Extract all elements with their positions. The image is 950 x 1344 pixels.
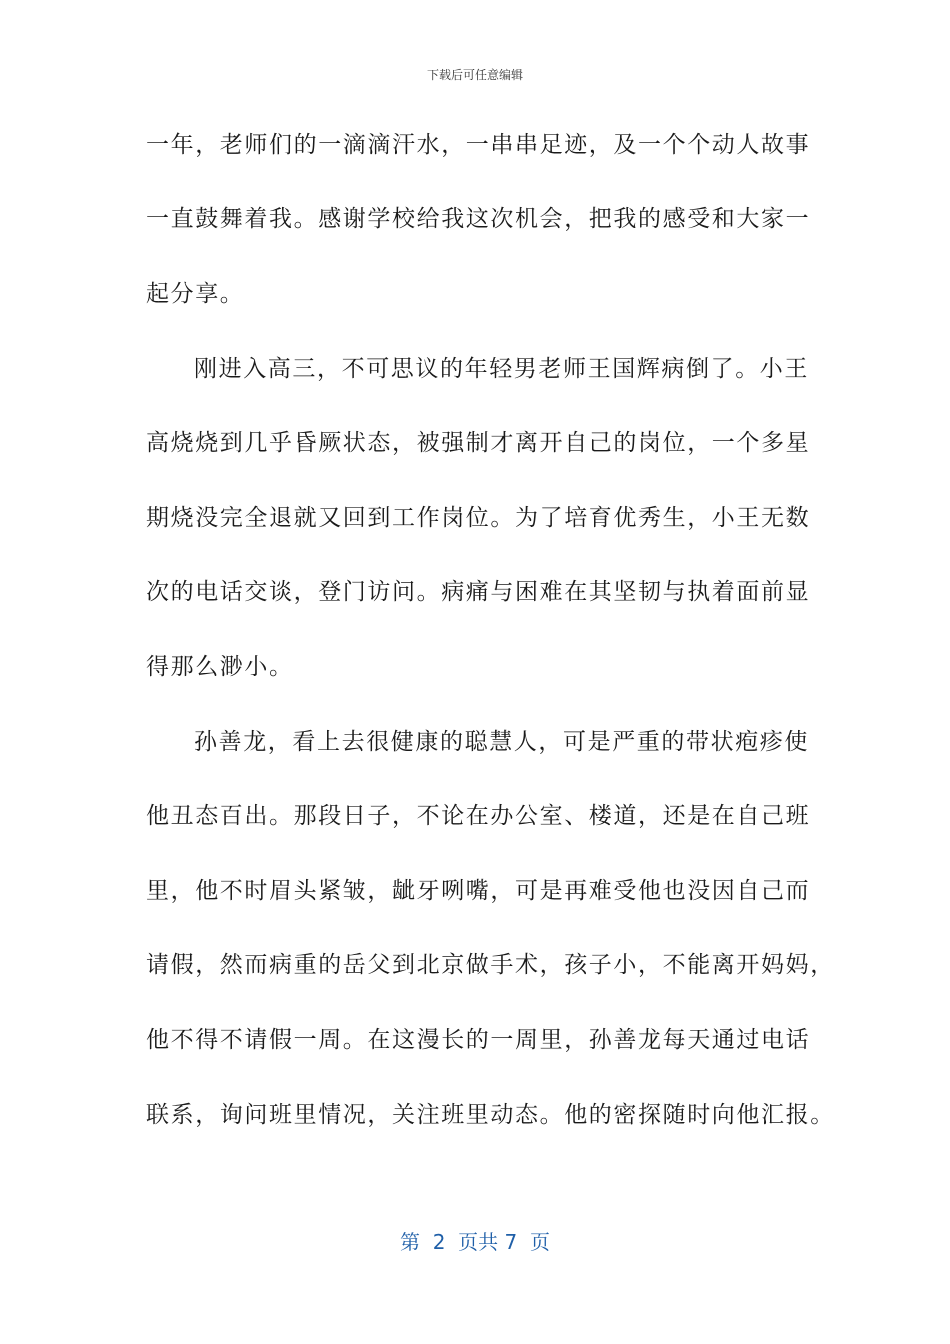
text-line: 里，他不时眉头紧皱，龇牙咧嘴，可是再难受他也没因自己而 — [146, 878, 811, 904]
text-line: 次的电话交谈，登门访问。病痛与困难在其坚韧与执着面前显 — [146, 579, 811, 605]
text-line: 期烧没完全退就又回到工作岗位。为了培育优秀生，小王无数 — [146, 505, 811, 531]
text-line: 他丑态百出。那段日子，不论在办公室、楼道，还是在自己班 — [146, 803, 811, 829]
text-line: 得那么渺小。 — [146, 654, 294, 680]
text-line: 一直鼓舞着我。感谢学校给我这次机会，把我的感受和大家一 — [146, 206, 811, 232]
text-line: 高烧烧到几乎昏厥状态，被强制才离开自己的岗位，一个多星 — [146, 430, 811, 456]
page-number: 第 2 页共 7 页 — [400, 1230, 550, 1254]
header-note: 下载后可任意编辑 — [426, 68, 523, 82]
text-line: 起分享。 — [146, 281, 245, 307]
text-line: 刚进入高三，不可思议的年轻男老师王国辉病倒了。小王 — [194, 356, 809, 382]
text-line: 孙善龙，看上去很健康的聪慧人，可是严重的带状疱疹使 — [194, 729, 809, 755]
text-line: 他不得不请假一周。在这漫长的一周里，孙善龙每天通过电话 — [146, 1027, 811, 1053]
text-line: 请假，然而病重的岳父到北京做手术，孩子小，不能离开妈妈， — [146, 952, 835, 978]
text-line: 联系，询问班里情况，关注班里动态。他的密探随时向他汇报。 — [146, 1102, 835, 1128]
text-line: 一年，老师们的一滴滴汗水，一串串足迹，及一个个动人故事 — [146, 132, 811, 158]
